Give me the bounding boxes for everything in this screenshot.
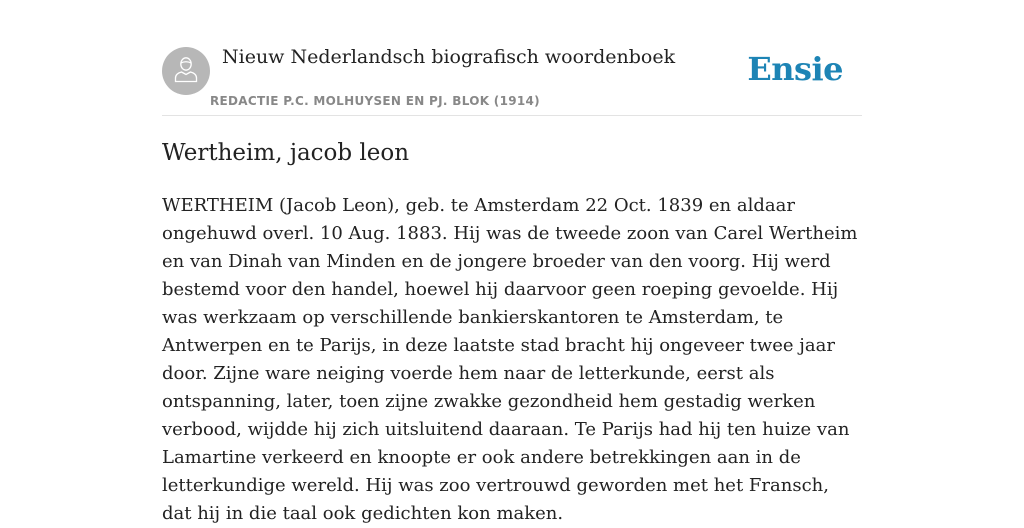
- brand-logo[interactable]: Ensie: [747, 50, 843, 88]
- author-avatar[interactable]: [162, 47, 210, 95]
- entry-body: WERTHEIM (Jacob Leon), geb. te Amsterdam 22 Oct. 1839 en aldaar ongehuwd overl. 10 Aug. 1883. Hij was de tweede zoon van Carel Wertheim en van Dinah van Minden en de jongere broeder van den voorg. Hij werd bestemd voor den handel, hoewel hij daarvoor geen roeping gevoelde. Hij was werkzaam op verschillende bankierskantoren te Amsterdam, te Antwerpen en te Parijs, in deze laatste stad bracht hij ongeveer twee jaar door. Zijne ware neiging voerde hem naar de letterkunde, eerst als ontspanning, later, toen zijne zwakke gezondheid hem gestadig werken verbood, wijdde hij zich uitsluitend daaraan. Te Parijs had hij ten huize van Lamartine verkeerd en knoopte er ook andere betrekkingen aan in de letterkundige wereld. Hij was zoo vertrouwd geworden met het Fransch, dat hij in die taal ook gedichten kon maken.: [162, 195, 858, 524]
- book-editor: REDACTIE P.C. MOLHUYSEN EN PJ. BLOK (1914): [210, 94, 540, 108]
- page-container: [162, 0, 862, 524]
- book-title[interactable]: Nieuw Nederlandsch biografisch woordenboek: [222, 46, 676, 68]
- entry-title: Wertheim, jacob leon: [162, 140, 410, 166]
- book-header: [162, 0, 862, 116]
- user-icon: [173, 55, 199, 87]
